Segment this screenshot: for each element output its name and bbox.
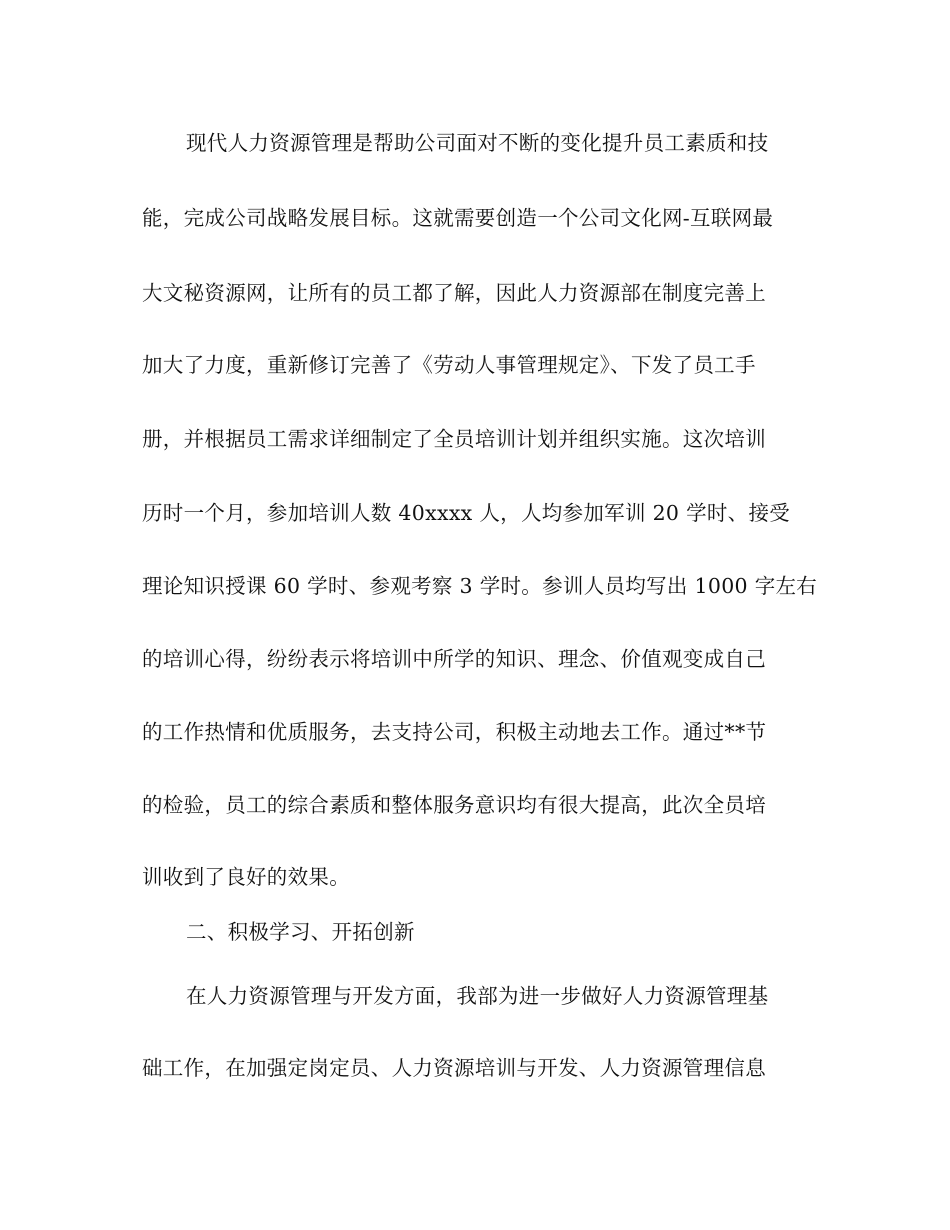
paragraph-1-line-1: 现代人力资源管理是帮助公司面对不断的变化提升员工素质和技	[186, 131, 769, 155]
paragraph-1-line-8: 的培训心得，纷纷表示将培训中所学的知识、理念、价值观变成自己	[142, 647, 766, 671]
paragraph-1-line-5: 册，并根据员工需求详细制定了全员培训计划并组织实施。这次培训	[142, 427, 766, 451]
paragraph-2-line-1: 在人力资源管理与开发方面，我部为进一步做好人力资源管理基	[186, 984, 769, 1008]
section-heading: 二、积极学习、开拓创新	[186, 920, 415, 944]
paragraph-1-line-4: 加大了力度，重新修订完善了《劳动人事管理规定》、下发了员工手	[142, 353, 756, 377]
paragraph-1-line-10: 的检验，员工的综合素质和整体服务意识均有很大提高，此次全员培	[142, 793, 766, 817]
paragraph-1-line-6: 历时一个月，参加培训人数 40xxxx 人，人均参加军训 20 学时、接受	[142, 501, 791, 525]
paragraph-1-line-11: 训收到了良好的效果。	[142, 865, 350, 889]
paragraph-1-line-7: 理论知识授课 60 学时、参观考察 3 学时。参训人员均写出 1000 字左右	[142, 574, 818, 598]
paragraph-2-line-2: 础工作，在加强定岗定员、人力资源培训与开发、人力资源管理信息	[142, 1056, 766, 1080]
paragraph-1-line-2: 能，完成公司战略发展目标。这就需要创造一个公司文化网-互联网最	[142, 206, 774, 230]
paragraph-1-line-3: 大文秘资源网，让所有的员工都了解，因此人力资源部在制度完善上	[142, 281, 766, 305]
paragraph-1-line-9: 的工作热情和优质服务，去支持公司，积极主动地去工作。通过**节	[142, 720, 767, 744]
